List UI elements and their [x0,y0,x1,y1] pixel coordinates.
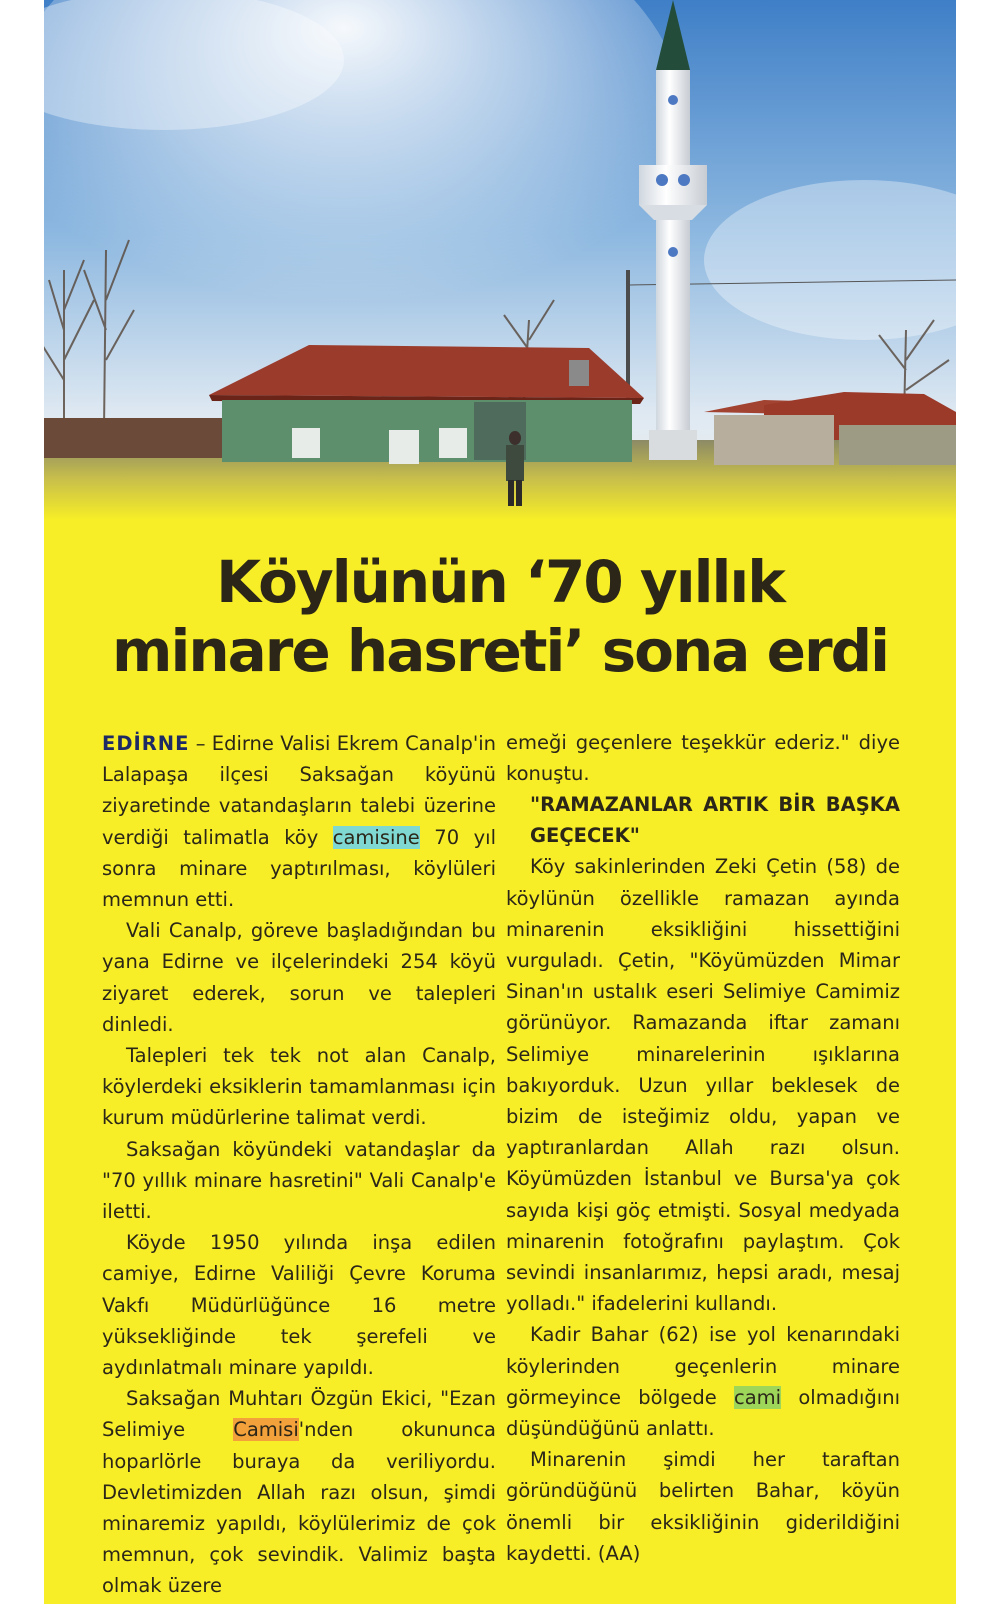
paragraph-6 [102,1383,496,1601]
newspaper-clipping [44,0,956,1604]
article-photo-village-minaret [44,0,956,520]
dateline: EDİRNE [102,732,190,755]
headline-line-2: minare hasreti’ sona erdi [112,617,888,685]
paragraph-1-text-b: 70 yıl sonra minare yaptırılması, köylüleri memnun etti. [102,825,496,912]
headline-line-1: Köylünün ‘70 yıllık [216,548,784,616]
paragraph-10: Minarenin şimdi her taraftan göründüğünü belirten Bahar, köyün önemli bir eksikliğinin giderildiğini kaydetti. (AA) [506,1448,900,1565]
paragraph-6-text-b: 'nden okununca hoparlörle buraya da veriliyordu. Devletimizden Allah razı olsun, şimdi minaremiz yapıldı, köylülerimiz de çok memnun, çok sevindik. Valimiz başta olmak üzere [102,1418,496,1598]
paragraph-9-text-a: Kadir Bahar (62) ise yol kenarındaki köylerinden geçenlerin minare görmeyince bölgede [506,1323,900,1409]
paragraph-9-text-b: olmadığını düşündüğünü anlattı. [506,1385,901,1441]
paragraph-2: Vali Canalp, göreve başladığından bu yana Edirne ve ilçelerindeki 254 köyü ziyaret ederek, sorun ve talepleri dinledi. [102,919,496,1036]
paragraph-7: emeği geçenlere teşekkür ederiz." diye konuştu. [506,731,900,786]
highlight-camisi: Camisi [233,1418,299,1442]
paragraph-3: Talepleri tek tek not alan Canalp, köylerdeki eksiklerin tamamlanması için kurum müdürlerine talimat verdi. [102,1044,496,1130]
paragraph-4: Saksağan köyündeki vatandaşlar da "70 yıllık minare hasretini" Vali Canalp'e iletti. [102,1137,496,1224]
dateline-dash: – [189,732,212,755]
highlight-camisine: camisine [332,825,420,849]
article-column-left [102,728,496,1602]
headline [44,548,956,686]
highlight-cami: cami [734,1385,782,1409]
paragraph-8: Köy sakinlerinden Zeki Çetin (58) de köylünün özellikle ramazan ayında minarenin eksikliğini hissettiğini vurguladı. Çetin, "Köyümüzden Mimar Sinan'ın ustalık eseri Selimiye Camimiz görünüyor. Ramazanda iftar zamanı Selimiye minarelerinin ışıklarına bakıyorduk. Uzun yıllar beklesek de bizim de isteğimiz oldu, yapan ve yaptıranlardan Allah razı olsun. Köyümüzden İstanbul ve Bursa'ya çok sayıda kişi göç etmişti. Sosyal medyada minarenin fotoğrafını paylaştım. Çok sevindi insanlarımız, hepsi aradı, mesaj yolladı." ifadelerini kullandı. [506,855,900,1316]
paragraph-5: Köyde 1950 yılında inşa edilen camiye, Edirne Valiliği Çevre Koruma Vakfı Müdürlüğünce 16 metre yüksekliğinde tek şerefeli ve aydınlatmalı minare yapıldı. [102,1231,496,1380]
subheading: "RAMAZANLAR ARTIK BİR BAŞKA GEÇECEK" [530,793,900,848]
article-column-right [506,727,900,1569]
paragraph-1-text-a: Edirne Valisi Ekrem Canalp'in Lalapaşa ilçesi Saksağan köyünü ziyaretinde vatandaşların talebi üzerine verdiği talimatla köy [102,732,496,849]
paragraph-1 [102,728,496,915]
photo-illustration [44,0,956,520]
paragraph-6-text-a: Saksağan Muhtarı Özgün Ekici, "Ezan Selimiye [102,1387,496,1442]
paragraph-9 [506,1319,900,1444]
